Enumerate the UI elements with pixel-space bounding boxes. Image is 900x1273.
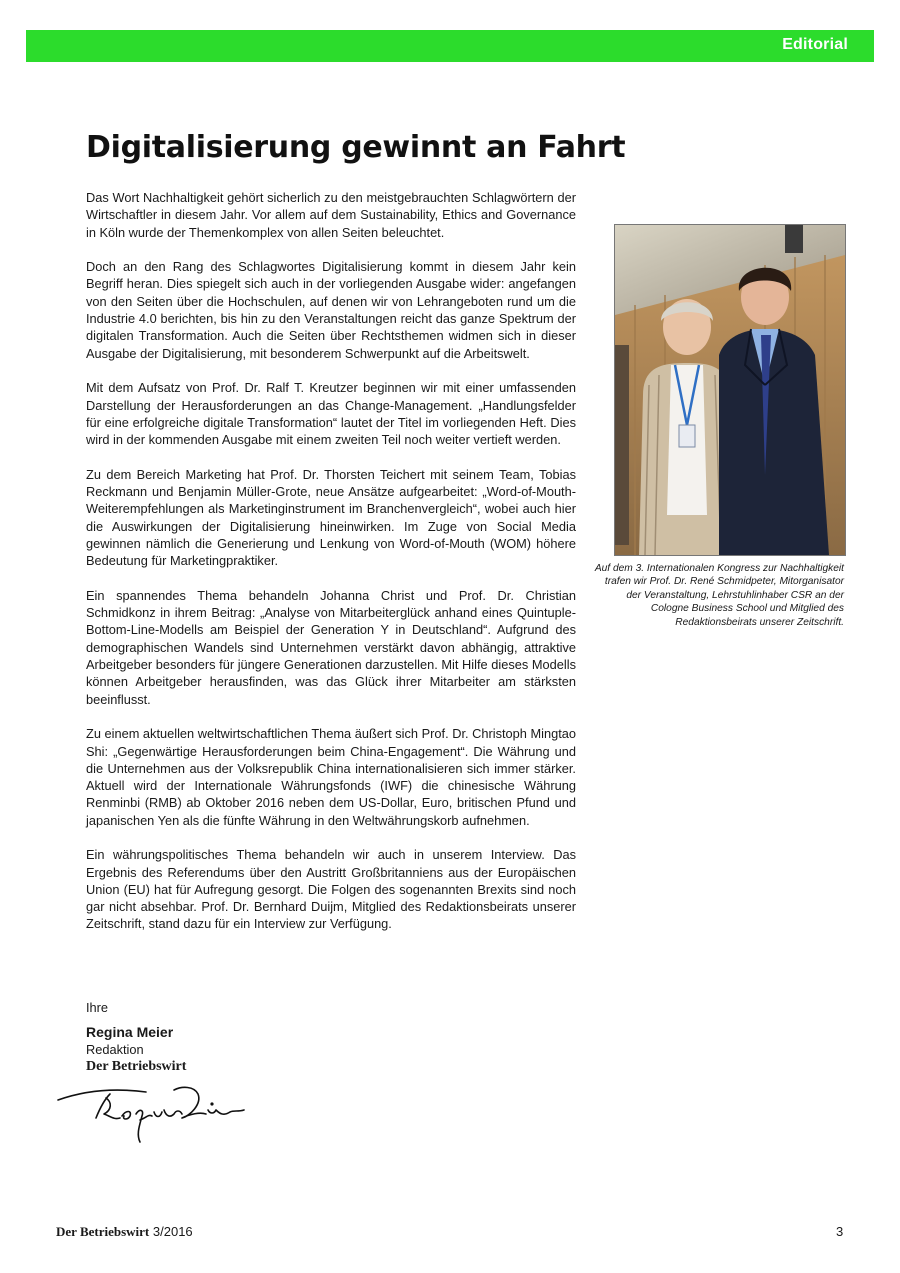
paragraph: Doch an den Rang des Schlagwortes Digitalisierung kommt in diesem Jahr kein Begriff heran. Dies spiegelt sich auch in der vorliegenden Ausgabe wider: angefangen von den Seiten über die Hochschulen, auf denen wir von Lehrangeboten rund um die Industrie 4.0 berichten, bis hin zu den Veranstaltungen reicht das ganze Spektrum der digitalen Transformation. Auch die Seiten über Rechtsthemen widmen sich in dieser Ausgabe der Digitalisierung, mit besonderem Schwerpunkt auf die Arbeitswelt. (86, 259, 576, 361)
section-label: Editorial (782, 36, 848, 53)
photo-caption: Auf dem 3. Internationalen Kongress zur Nachhaltigkeit trafen wir Prof. Dr. René Schmidpeter, Mitorganisator der Veranstaltung, Lehrstuhlinhaber CSR an der Cologne Business School und Mitglied des Redaktionsbeirats unserer Zeitschrift. (594, 563, 844, 628)
section-header-bar (26, 30, 874, 62)
paragraph: Mit dem Aufsatz von Prof. Dr. Ralf T. Kreutzer beginnen wir mit einer umfassenden Darstellung der Herausforderungen an das Change-Management. „Handlungsfelder für eine erfolgreiche digitale Transformation“ lautet der Titel im vorliegenden Heft. Dies wird in der kommenden Ausgabe mit einem zweiten Teil noch weiter vertieft werden. (86, 380, 576, 448)
author-role: Redaktion (86, 1042, 144, 1057)
footer-publication (56, 1224, 193, 1240)
paragraph: Zu einem aktuellen weltwirtschaftlichen Thema äußert sich Prof. Dr. Christoph Mingtao Shi: „Gegenwärtige Herausforderungen beim China-Engagement“. Die Währung und die Unternehmen aus der Volksrepublik China internationalisieren sich immer stärker. Aktuell wird der Internationale Währungsfonds (IWF) die chinesische Währung Renminbi (RMB) ab Oktober 2016 neben dem US-Dollar, Euro, britischen Pfund und japanischen Yen als die fünfte Währung in den Weltwährungskorb aufnehmen. (86, 726, 576, 828)
paragraph: Ein währungspolitisches Thema behandeln wir auch in unserem Interview. Das Ergebnis des Referendums über den Austritt Großbritanniens aus der Europäischen Union (EU) hat für Aufregung gesorgt. Die Folgen des sogenannten Brexits sind noch gar nicht absehbar. Prof. Dr. Bernhard Duijm, Mitglied des Redaktionsbeirats unserer Zeitschrift, stand dazu für ein Interview zur Verfügung. (86, 847, 576, 932)
paragraph: Ein spannendes Thema behandeln Johanna Christ und Prof. Dr. Christian Schmidkonz in ihrem Beitrag: „Analyse von Mitarbeiterglück anhand eines Quintuple-Bottom-Line-Modells am Beispiel der Generation Y in Deutschland“. Aufgrund des demographischen Wandels sind Unternehmen verstärkt davon abhängig, attraktive Arbeitgeber besonders für jüngere Generationen darzustellen. Mit Hilfe dieses Modells können Arbeitgeber herausfinden, was das Glück ihrer Mitarbeiter am stärksten beeinflusst. (86, 587, 576, 707)
event-photo (614, 224, 846, 556)
signoff-block (86, 999, 186, 1075)
author-name: Regina Meier (86, 1024, 174, 1040)
signoff-greeting: Ihre (86, 1000, 109, 1015)
article-title: Digitalisierung gewinnt an Fahrt (86, 130, 626, 165)
paragraph: Das Wort Nachhaltigkeit gehört sicherlich zu den meistgebrauchten Schlagwörtern der Wirtschaftler in diesem Jahr. Vor allem auf dem Sustainability, Ethics and Governance in Köln wurde der Themenkomplex von allen Seiten beleuchtet. (86, 190, 576, 240)
handwritten-signature (56, 1080, 256, 1150)
page-number: 3 (836, 1224, 844, 1239)
photo-image (615, 225, 845, 555)
article-body (86, 189, 576, 950)
paragraph: Zu dem Bereich Marketing hat Prof. Dr. Thorsten Teichert mit seinem Team, Tobias Reckmann und Benjamin Müller-Grote, neue Ansätze aufgearbeitet: „Word-of-Mouth-Weiterempfehlungen als Marketinginstrument im Branchenvergleich“, wobei auch hier die Auswirkungen der Digitalisierung hineinwirken. Im Zuge von Social Media gewinnen nämlich die Generierung und Lenkung von Word-of-Mouth (WOM) höhere Bedeutung für Marketingpraktiker. (86, 466, 576, 569)
magazine-name: Der Betriebswirt (86, 1059, 187, 1074)
footer-magazine: Der Betriebswirt (56, 1224, 150, 1239)
footer-issue: 3/2016 (152, 1224, 193, 1239)
